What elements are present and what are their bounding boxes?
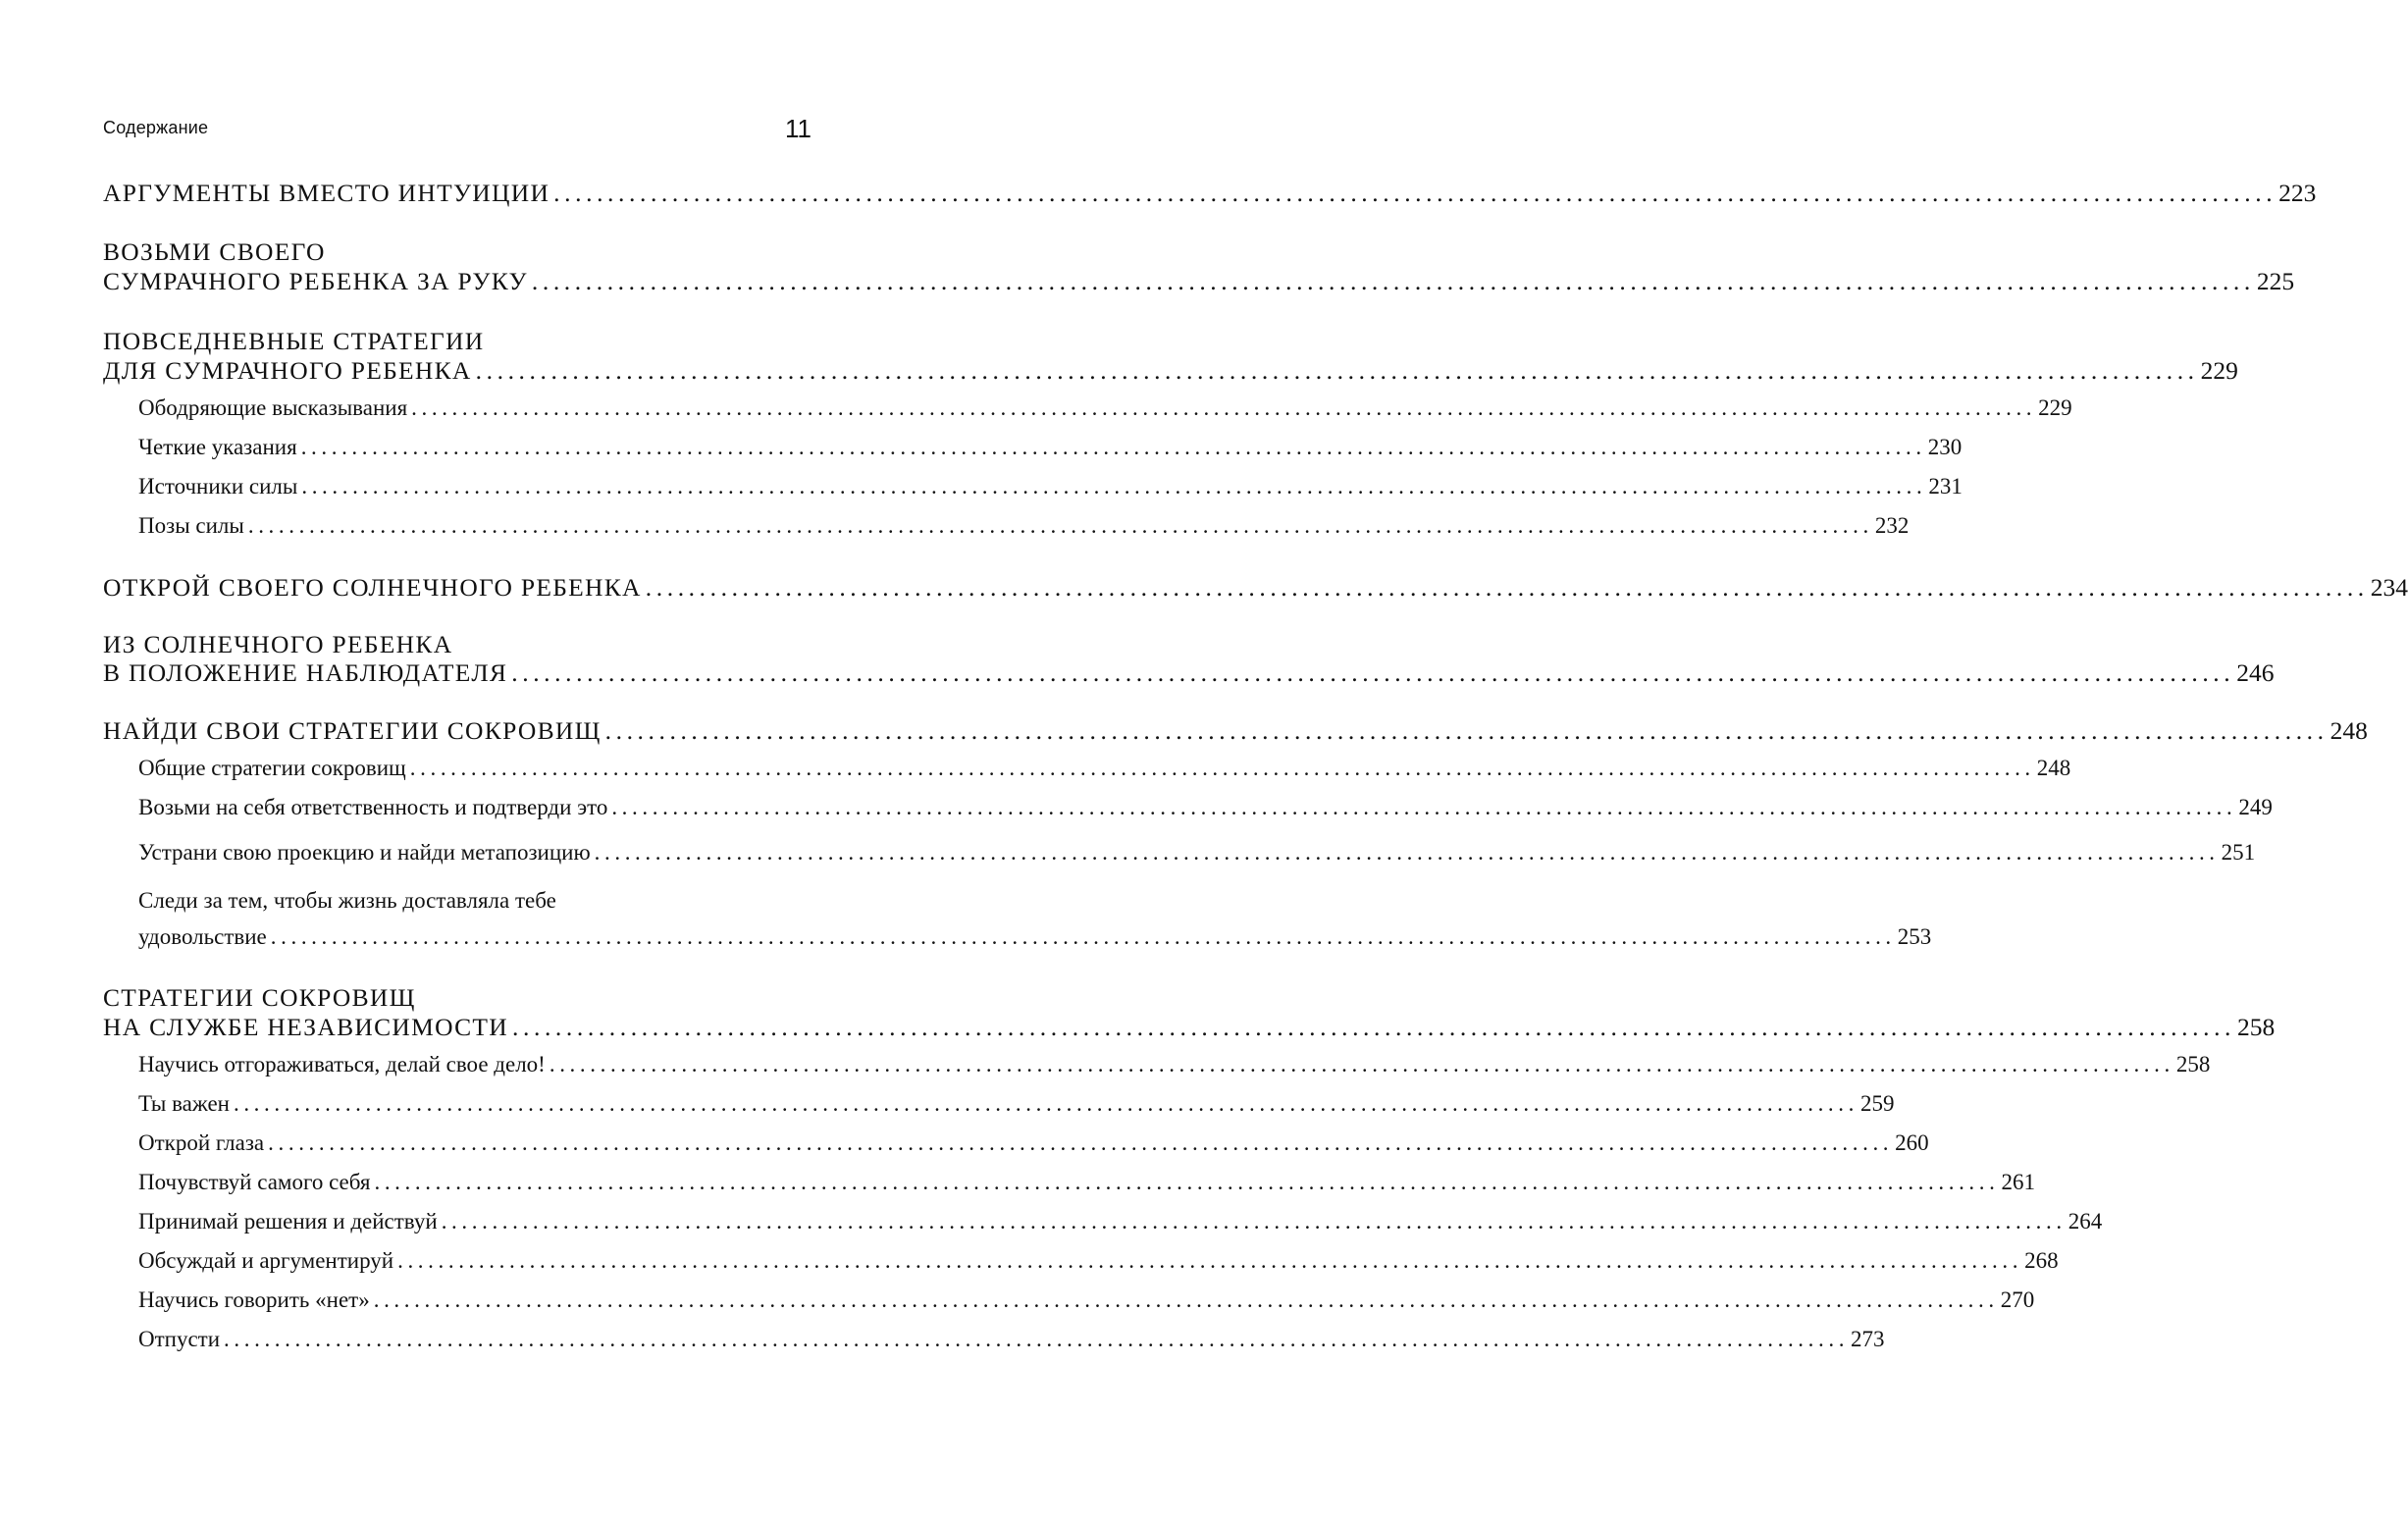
dot-leader: ................................................................................................................................................................ xyxy=(247,513,1873,538)
toc-entry-page: 229 xyxy=(2038,395,2072,420)
toc-subentry[interactable] xyxy=(138,924,1932,958)
toc-entry-title: Возьми на себя ответственность и подтверди это xyxy=(138,795,608,819)
dot-leader: ................................................................................................................................................................ xyxy=(553,179,2277,207)
toc-entry-page: 260 xyxy=(1895,1130,1929,1155)
dot-leader: ................................................................................................................................................................ xyxy=(233,1091,1858,1116)
toc-entry-title-line[interactable] xyxy=(103,983,810,1017)
toc-subentry[interactable] xyxy=(138,513,1910,547)
toc-entry-page: 223 xyxy=(2278,179,2317,207)
dot-leader: ................................................................................................................................................................ xyxy=(604,716,2329,745)
page-number: 11 xyxy=(785,114,811,143)
dot-leader: ................................................................................................................................................................ xyxy=(594,840,2220,865)
toc-entry-page: 248 xyxy=(2036,756,2071,780)
toc-entry-title: ВОЗЬМИ СВОЕГО xyxy=(103,237,326,266)
dot-leader: ................................................................................................................................................................ xyxy=(374,1170,2000,1194)
toc-entry-page: 231 xyxy=(1928,474,1963,499)
dot-leader: ................................................................................................................................................................ xyxy=(645,573,2369,602)
toc-entry-page: 261 xyxy=(2001,1170,2035,1194)
toc-subentry[interactable] xyxy=(138,1287,2035,1321)
toc-entry-title: Принимай решения и действуй xyxy=(138,1209,438,1234)
toc-entry-title: ДЛЯ СУМРАЧНОГО РЕБЕНКА xyxy=(103,356,472,385)
toc-entry[interactable] xyxy=(103,716,2368,750)
toc-subentry[interactable] xyxy=(138,395,2072,429)
toc-subentry[interactable] xyxy=(138,474,1963,507)
toc-entry-title: ОТКРОЙ СВОЕГО СОЛНЕЧНОГО РЕБЕНКА xyxy=(103,573,642,602)
toc-subentry[interactable] xyxy=(138,1091,1895,1125)
toc-entry-title: Общие стратегии сокровищ xyxy=(138,756,406,780)
toc-entry-title: Четкие указания xyxy=(138,435,297,459)
toc-entry-page: 229 xyxy=(2200,356,2238,385)
dot-leader: ................................................................................................................................................................ xyxy=(512,1013,2236,1041)
toc-subentry[interactable] xyxy=(138,1130,1929,1164)
toc-entry-title-line[interactable] xyxy=(103,237,810,271)
toc-entry-title: Следи за тем, чтобы жизнь доставляла тебе xyxy=(138,888,556,913)
dot-leader: ................................................................................................................................................................ xyxy=(300,435,1926,459)
toc-entry-title: Отпусти xyxy=(138,1327,221,1351)
toc-entry-title: СУМРАЧНОГО РЕБЕНКА ЗА РУКУ xyxy=(103,267,528,295)
toc-entry[interactable] xyxy=(103,179,2317,212)
toc-entry-page: 249 xyxy=(2238,795,2273,819)
toc-entry-page: 232 xyxy=(1874,513,1910,538)
toc-entry-page: 230 xyxy=(1927,435,1963,459)
toc-entry-title: Научись отгораживаться, делай свое дело! xyxy=(138,1052,546,1077)
dot-leader: ................................................................................................................................................................ xyxy=(270,924,1896,949)
toc-entry[interactable] xyxy=(103,356,2238,390)
toc-entry-title: Устрани свою проекцию и найди метапозицию xyxy=(138,840,591,865)
dot-leader: ................................................................................................................................................................ xyxy=(611,795,2237,819)
toc-subentry[interactable] xyxy=(138,756,2071,789)
toc-entry-page: 225 xyxy=(2256,267,2295,295)
toc-entry-page: 258 xyxy=(2237,1013,2276,1041)
toc-entry-page: 234 xyxy=(2370,573,2408,602)
toc-entry-title: СТРАТЕГИИ СОКРОВИЩ xyxy=(103,983,416,1012)
toc-entry-page: 264 xyxy=(2068,1209,2103,1234)
toc-subentry[interactable] xyxy=(138,1248,2059,1282)
toc-entry[interactable] xyxy=(103,267,2295,300)
toc-entry-title: НАЙДИ СВОИ СТРАТЕГИИ СОКРОВИЩ xyxy=(103,716,602,745)
toc-entry-title: ИЗ СОЛНЕЧНОГО РЕБЕНКА xyxy=(103,630,453,658)
toc-entry-title: ПОВСЕДНЕВНЫЕ СТРАТЕГИИ xyxy=(103,327,485,355)
toc-entry-title: Научись говорить «нет» xyxy=(138,1287,370,1312)
toc-entry[interactable] xyxy=(103,573,2408,606)
toc-subentry[interactable] xyxy=(138,1052,2211,1085)
toc-entry-page: 273 xyxy=(1851,1327,1885,1351)
toc-entry-page: 268 xyxy=(2024,1248,2059,1273)
dot-leader: ................................................................................................................................................................ xyxy=(511,658,2235,687)
toc-subentry[interactable] xyxy=(138,1170,2035,1203)
toc-entry-page: 253 xyxy=(1897,924,1932,949)
toc-entry-title: Открой глаза xyxy=(138,1130,265,1155)
dot-leader: ................................................................................................................................................................ xyxy=(301,474,1927,499)
toc-entry-page: 251 xyxy=(2221,840,2256,865)
dot-leader: ................................................................................................................................................................ xyxy=(397,1248,2023,1273)
dot-leader: ................................................................................................................................................................ xyxy=(549,1052,2174,1077)
dot-leader: ................................................................................................................................................................ xyxy=(475,356,2199,385)
toc-entry-page: 270 xyxy=(2000,1287,2035,1312)
toc-entry[interactable] xyxy=(103,658,2275,692)
dot-leader: ................................................................................................................................................................ xyxy=(268,1130,1894,1155)
dot-leader: ................................................................................................................................................................ xyxy=(373,1287,1999,1312)
toc-entry-title: Почувствуй самого себя xyxy=(138,1170,371,1194)
toc-subentry[interactable] xyxy=(138,1209,2103,1242)
toc-entry-title: Ты важен xyxy=(138,1091,230,1116)
toc-subentry[interactable] xyxy=(138,1327,1885,1360)
toc-entry-title: удовольствие xyxy=(138,924,267,949)
toc-entry-title: Источники силы xyxy=(138,474,298,499)
toc-entry-page: 259 xyxy=(1859,1091,1895,1116)
toc-entry-page: 248 xyxy=(2329,716,2368,745)
toc-entry-title-line[interactable] xyxy=(103,327,810,360)
dot-leader: ................................................................................................................................................................ xyxy=(441,1209,2067,1234)
toc-subentry[interactable] xyxy=(138,435,1963,468)
toc-subentry-title-line[interactable] xyxy=(138,888,810,921)
running-head-title: Содержание xyxy=(103,118,209,137)
dot-leader: ................................................................................................................................................................ xyxy=(224,1327,1850,1351)
toc-subentry[interactable] xyxy=(138,840,2256,873)
toc-entry-page: 258 xyxy=(2175,1052,2211,1077)
toc-entry-title: НА СЛУЖБЕ НЕЗАВИСИМОСТИ xyxy=(103,1013,509,1041)
dot-leader: ................................................................................................................................................................ xyxy=(531,267,2255,295)
toc-subentry[interactable] xyxy=(138,795,2273,828)
running-head xyxy=(103,114,811,149)
dot-leader: ................................................................................................................................................................ xyxy=(411,395,2037,420)
toc-entry-page: 246 xyxy=(2236,658,2275,687)
toc-entry-title: Позы силы xyxy=(138,513,244,538)
toc-entry-title: Ободряющие высказывания xyxy=(138,395,408,420)
toc-entry-title: Обсуждай и аргументируй xyxy=(138,1248,394,1273)
dot-leader: ................................................................................................................................................................ xyxy=(409,756,2035,780)
toc-entry[interactable] xyxy=(103,1013,2276,1046)
toc-entry-title: АРГУМЕНТЫ ВМЕСТО ИНТУИЦИИ xyxy=(103,179,550,207)
toc-entry-title: В ПОЛОЖЕНИЕ НАБЛЮДАТЕЛЯ xyxy=(103,658,508,687)
